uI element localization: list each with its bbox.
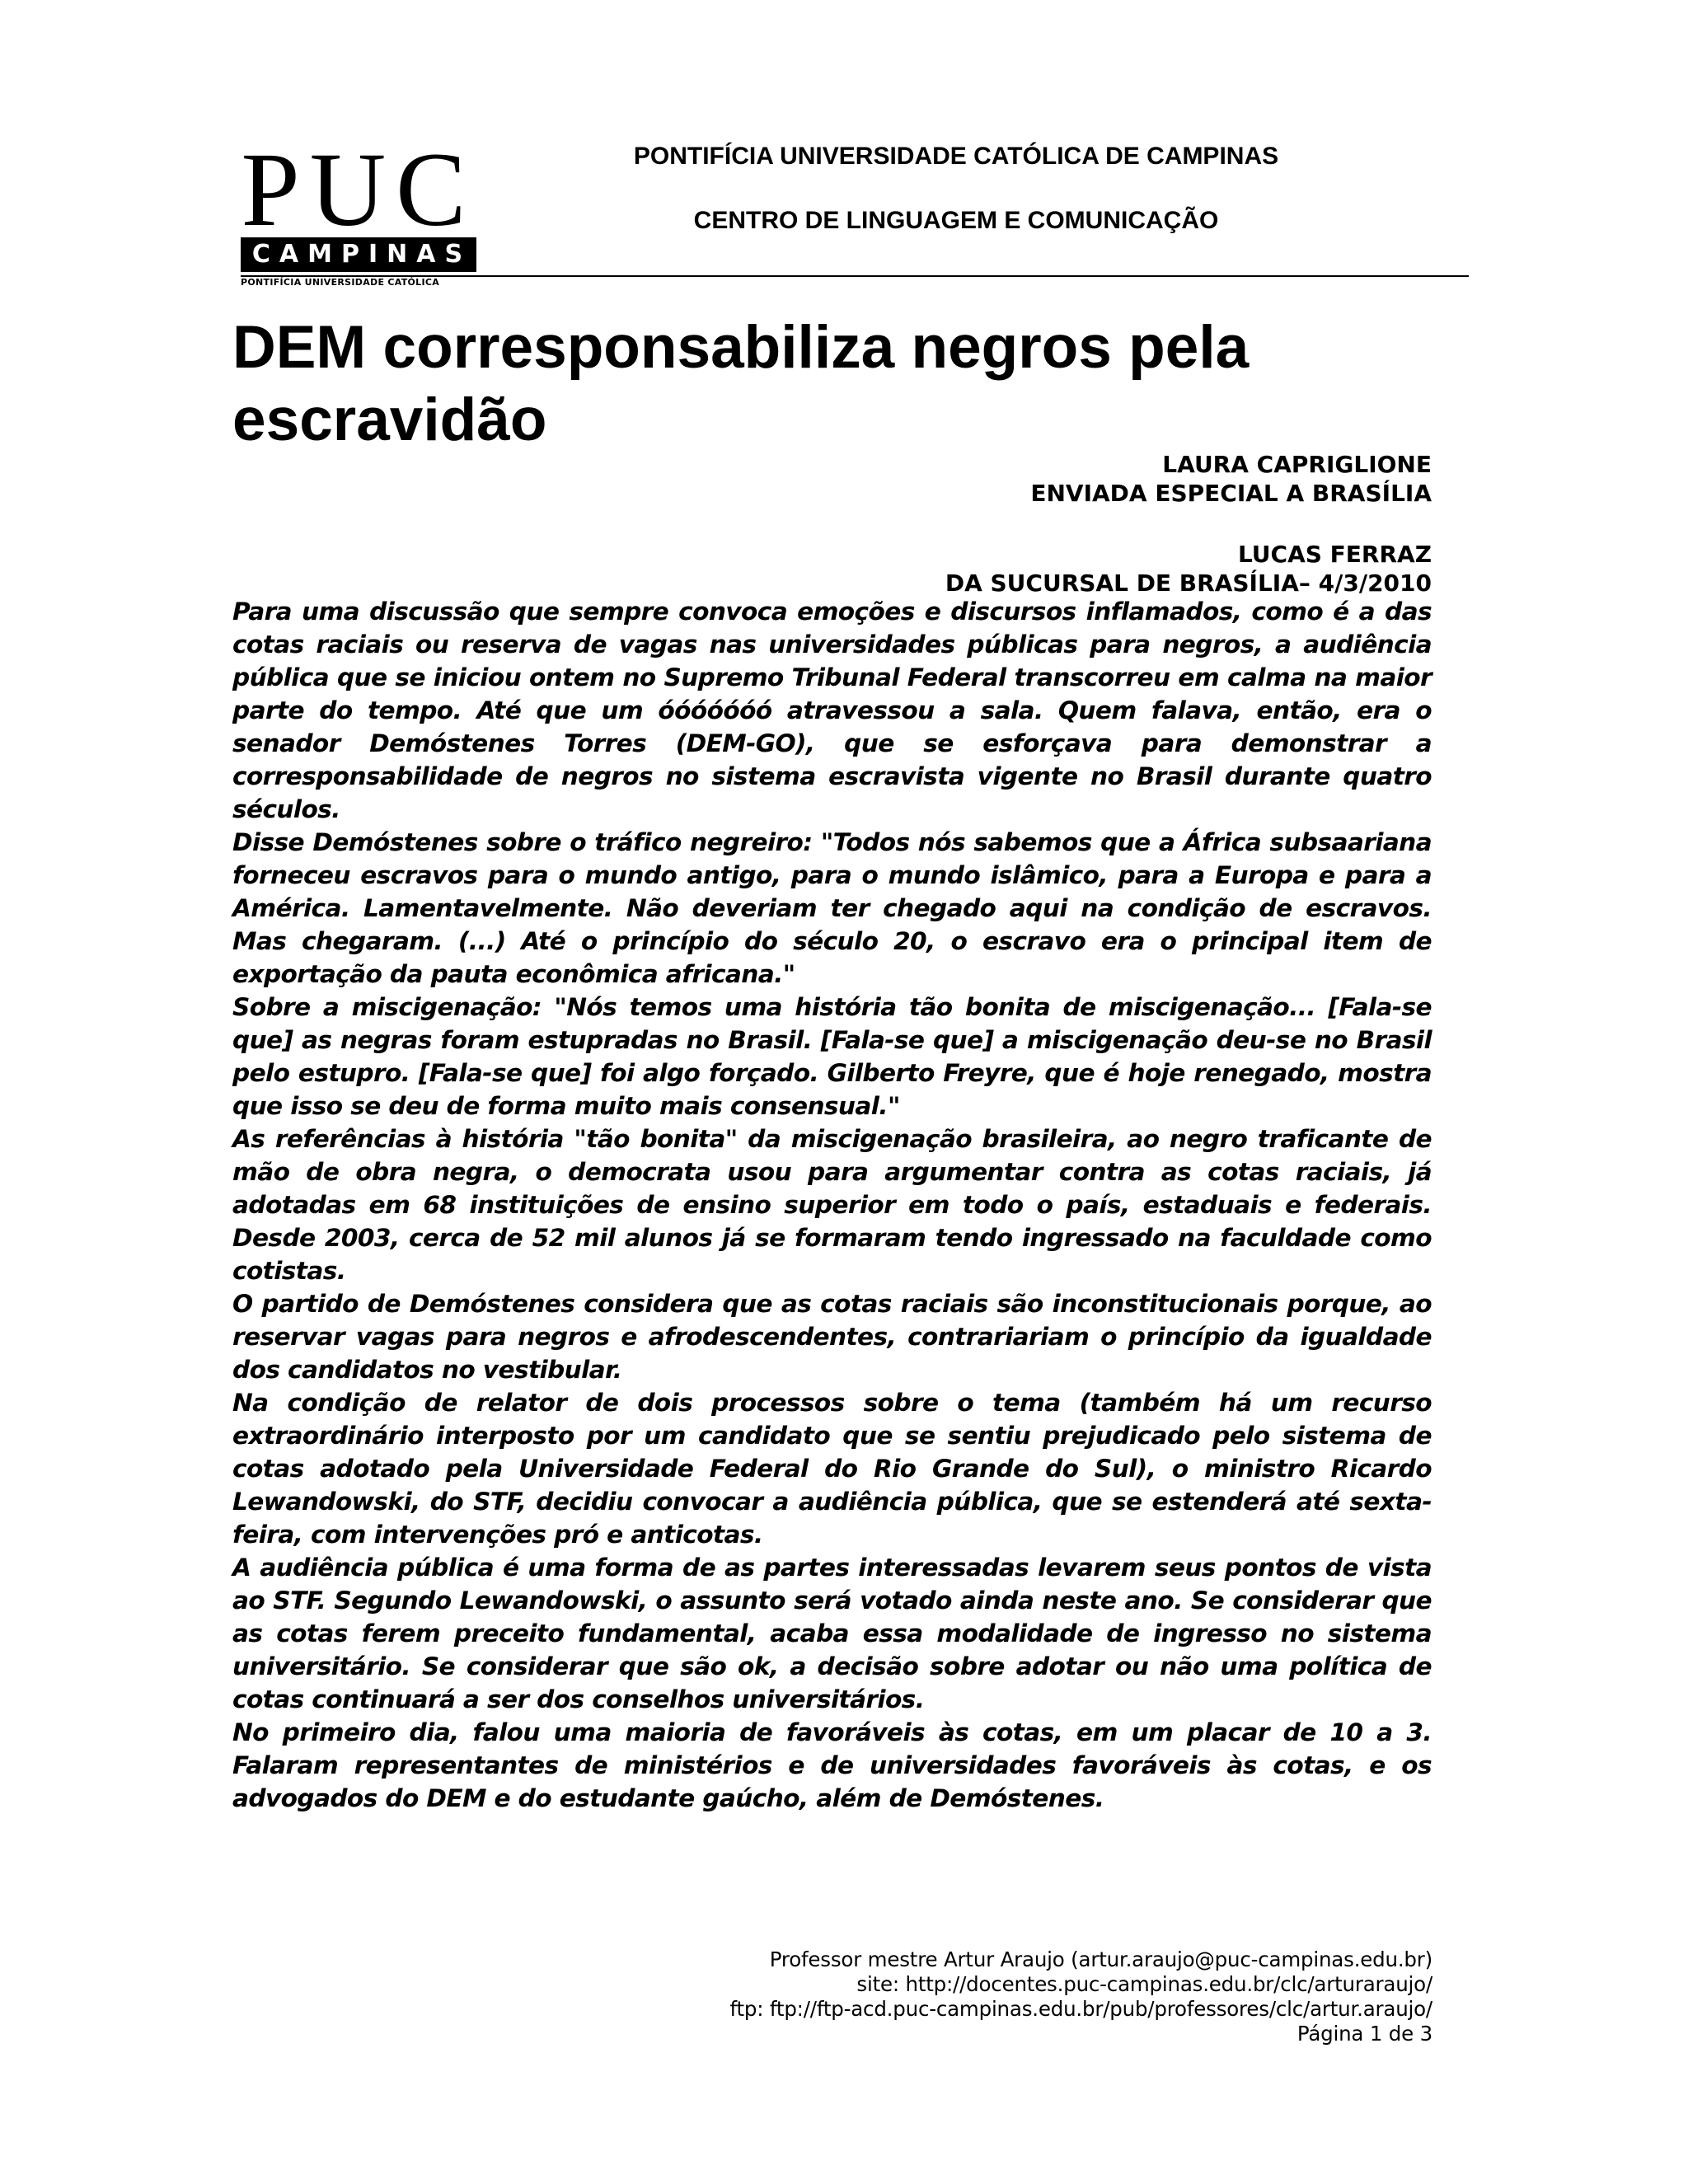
page-footer (443, 1947, 1432, 2046)
puc-campinas-logo (241, 142, 476, 288)
article-title: DEM corresponsabiliza negros pela escravidão (232, 314, 1250, 453)
logo-wordmark: PUC (241, 142, 476, 234)
article-paragraph: Sobre a miscigenação: "Nós temos uma história tão bonita de miscigenação... [Fala-se que] as negras foram estupradas no Brasil. [Fala-se que] a miscigenação deu-se no Brasil pelo estupro. [Fala-se que] foi algo forçado. Gilberto Freyre, que é hoje renegado, mostra que isso se deu de forma muito mais consensual." (232, 993, 1432, 1120)
article-paragraph: O partido de Demóstenes considera que as cotas raciais são inconstitucionais porque, ao reservar vagas para negros e afrodescendentes, contrariariam o princípio da igualdade dos candidatos no vestibular. (232, 1290, 1432, 1384)
article-paragraph: Para uma discussão que sempre convoca emoções e discursos inflamados, como é a das cotas raciais ou reserva de vagas nas universidades públicas para negros, a audiência pública que se iniciou ontem no Supremo Tribunal Federal transcorreu em calma na maior parte do tempo. Até que um óóóóóóó atravessou a sala. Quem falava, então, era o senador Demóstenes Torres (DEM-GO), que se esforçava para demonstrar a corresponsabilidade de negros no sistema escravista vigente no Brasil durante quatro séculos. (232, 598, 1432, 823)
byline-author-2: LUCAS FERRAZ (1237, 541, 1432, 568)
institution-name: PONTIFÍCIA UNIVERSIDADE CATÓLICA DE CAMPINAS (633, 143, 1279, 170)
footer-page-number: Página 1 de 3 (1296, 2022, 1432, 2046)
byline-role-1: ENVIADA ESPECIAL A BRASÍLIA (1030, 480, 1432, 507)
logo-subtitle: PONTIFÍCIA UNIVERSIDADE CATÓLICA (241, 277, 440, 288)
article-paragraph: No primeiro dia, falou uma maioria de favoráveis às cotas, em um placar de 10 a 3. Falaram representantes de ministérios e de universidades favoráveis às cotas, e os advogados do DEM e do estudante gaúcho, além de Demóstenes. (232, 1718, 1432, 1812)
header-divider (241, 275, 1469, 277)
footer-professor: Professor mestre Artur Araujo (artur.araujo@puc-campinas.edu.br) (769, 1947, 1432, 1971)
byline-author-1: LAURA CAPRIGLIONE (1162, 451, 1432, 478)
article-body (232, 595, 1432, 1815)
logo-campinas-bar: CAMPINAS (241, 237, 476, 272)
footer-site: site: http://docentes.puc-campinas.edu.br/clc/arturaraujo/ (856, 1972, 1432, 1996)
article-paragraph: As referências à história "tão bonita" da miscigenação brasileira, ao negro traficante de mão de obra negra, o democrata usou para argumentar contra as cotas raciais, já adotadas em 68 instituições de ensino superior em todo o país, estaduais e federais. Desde 2003, cerca de 52 mil alunos já se formaram tendo ingressado na faculdade como cotistas. (232, 1125, 1432, 1285)
article-paragraph: A audiência pública é uma forma de as partes interessadas levarem seus pontos de vista ao STF. Segundo Lewandowski, o assunto será votado ainda neste ano. Se considerar que as cotas ferem preceito fundamental, acaba essa modalidade de ingresso no sistema universitário. Se considerar que são ok, a decisão sobre adotar ou não uma política de cotas continuará a ser dos conselhos universitários. (232, 1554, 1432, 1713)
byline-role-2: DA SUCURSAL DE BRASÍLIA– 4/3/2010 (945, 569, 1432, 597)
article-paragraph: Na condição de relator de dois processos sobre o tema (também há um recurso extraordinário interposto por um candidato que se sentiu prejudicado pelo sistema de cotas adotado pela Universidade Federal do Rio Grande do Sul), o ministro Ricardo Lewandowski, do STF, decidiu convocar a audiência pública, que se estenderá até sexta-feira, com intervenções pró e anticotas. (232, 1389, 1432, 1549)
article-paragraph: Disse Demóstenes sobre o tráfico negreiro: "Todos nós sabemos que a África subsaariana forneceu escravos para o mundo antigo, para o mundo islâmico, para a Europa e para a América. Lamentavelmente. Não deveriam ter chegado aqui na condição de escravos. Mas chegaram. (...) Até o princípio do século 20, o escravo era o principal item de exportação da pauta econômica africana." (232, 828, 1432, 988)
footer-ftp: ftp: ftp://ftp-acd.puc-campinas.edu.br/pub/professores/clc/artur.araujo/ (729, 1997, 1432, 2021)
center-name: CENTRO DE LINGUAGEM E COMUNICAÇÃO (693, 207, 1219, 234)
